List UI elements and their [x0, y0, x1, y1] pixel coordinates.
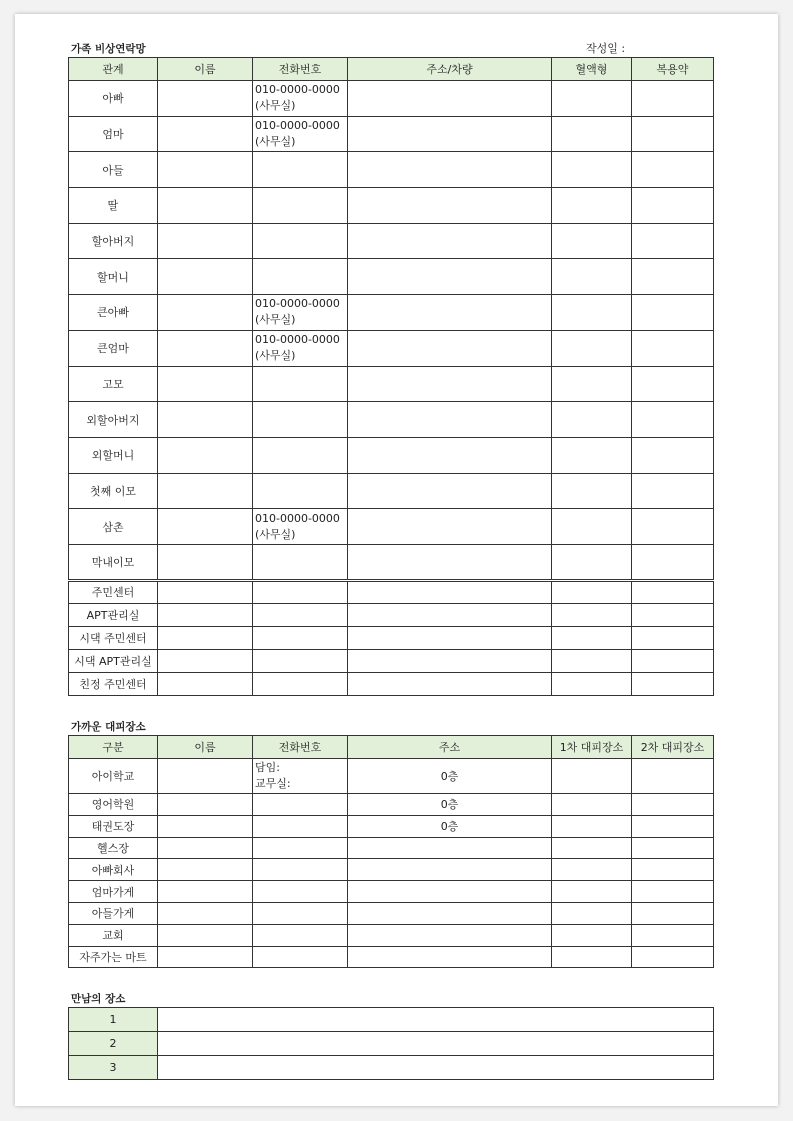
medication-cell[interactable]	[632, 152, 714, 188]
name-cell[interactable]	[158, 794, 253, 816]
office-label-cell: 시댁 APT관리실	[69, 649, 158, 672]
address-cell[interactable]: 0층	[348, 759, 552, 794]
header-phone: 전화번호	[253, 736, 348, 759]
name-cell[interactable]	[158, 544, 253, 580]
table-row	[69, 437, 714, 473]
table-row	[69, 402, 714, 438]
relation-cell: 외할머니	[69, 437, 158, 473]
meeting-number-cell: 1	[69, 1008, 158, 1032]
name-cell[interactable]	[158, 815, 253, 837]
blank-cell[interactable]	[552, 626, 632, 649]
phone-cell[interactable]	[253, 794, 348, 816]
table-row	[69, 509, 714, 545]
relation-cell: 외할아버지	[69, 402, 158, 438]
name-cell[interactable]	[158, 881, 253, 903]
header-address-vehicle: 주소/차량	[348, 58, 552, 81]
phone-line: 010-0000-0000	[255, 83, 340, 97]
name-cell[interactable]	[158, 859, 253, 881]
first-shelter-cell[interactable]	[552, 881, 632, 903]
relation-cell: 첫째 이모	[69, 473, 158, 509]
header-address: 주소	[348, 736, 552, 759]
blank-cell[interactable]	[348, 672, 552, 695]
relation-cell: 딸	[69, 188, 158, 224]
name-cell[interactable]	[158, 837, 253, 859]
family-contact-table	[68, 57, 714, 696]
family-contact-title: 가족 비상연락망	[71, 43, 146, 55]
second-shelter-cell[interactable]	[632, 881, 714, 903]
phone-note: 교무실:	[255, 777, 291, 790]
table-row	[69, 815, 714, 837]
address-cell[interactable]	[348, 366, 552, 402]
table-row	[69, 223, 714, 259]
relation-cell: 할아버지	[69, 223, 158, 259]
category-cell: 아들가게	[69, 902, 158, 924]
blood-type-cell[interactable]	[552, 259, 632, 295]
phone-cell[interactable]	[253, 330, 348, 366]
blank-cell[interactable]	[158, 626, 253, 649]
second-shelter-cell[interactable]	[632, 759, 714, 794]
header-name: 이름	[158, 736, 253, 759]
name-cell[interactable]	[158, 81, 253, 117]
medication-cell[interactable]	[632, 116, 714, 152]
category-cell: 영어학원	[69, 794, 158, 816]
address-cell[interactable]	[348, 81, 552, 117]
name-cell[interactable]	[158, 946, 253, 968]
first-shelter-cell[interactable]	[552, 924, 632, 946]
table-row	[69, 626, 714, 649]
phone-note: (사무실)	[255, 135, 296, 149]
phone-cell[interactable]	[253, 188, 348, 224]
phone-cell[interactable]	[253, 946, 348, 968]
blood-type-cell[interactable]	[552, 223, 632, 259]
blank-cell[interactable]	[158, 580, 253, 603]
category-cell: 자주가는 마트	[69, 946, 158, 968]
header-second-shelter: 2차 대피장소	[632, 736, 714, 759]
medication-cell[interactable]	[632, 366, 714, 402]
address-cell[interactable]	[348, 259, 552, 295]
category-cell: 엄마가게	[69, 881, 158, 903]
blank-cell[interactable]	[158, 603, 253, 626]
table-row	[69, 902, 714, 924]
blank-cell[interactable]	[552, 603, 632, 626]
phone-cell[interactable]	[253, 837, 348, 859]
second-shelter-cell[interactable]	[632, 815, 714, 837]
blood-type-cell[interactable]	[552, 81, 632, 117]
medication-cell[interactable]	[632, 223, 714, 259]
blood-type-cell[interactable]	[552, 544, 632, 580]
category-cell: 헬스장	[69, 837, 158, 859]
relation-cell: 고모	[69, 366, 158, 402]
phone-note: (사무실)	[255, 313, 296, 327]
address-cell[interactable]	[348, 152, 552, 188]
name-cell[interactable]	[158, 437, 253, 473]
blood-type-cell[interactable]	[552, 437, 632, 473]
relation-cell: 할머니	[69, 259, 158, 295]
phone-line: 010-0000-0000	[255, 119, 340, 133]
address-cell[interactable]	[348, 902, 552, 924]
medication-cell[interactable]	[632, 544, 714, 580]
blank-cell[interactable]	[158, 672, 253, 695]
blank-cell[interactable]	[552, 580, 632, 603]
address-cell[interactable]	[348, 924, 552, 946]
table-row	[69, 473, 714, 509]
medication-cell[interactable]	[632, 188, 714, 224]
name-cell[interactable]	[158, 402, 253, 438]
address-cell[interactable]	[348, 544, 552, 580]
phone-cell[interactable]	[253, 902, 348, 924]
address-cell[interactable]	[348, 116, 552, 152]
table-row	[69, 259, 714, 295]
address-cell[interactable]: 0층	[348, 794, 552, 816]
table-row	[69, 152, 714, 188]
blood-type-cell[interactable]	[552, 295, 632, 331]
blank-cell[interactable]	[348, 649, 552, 672]
second-shelter-cell[interactable]	[632, 924, 714, 946]
first-shelter-cell[interactable]	[552, 859, 632, 881]
header-name: 이름	[158, 58, 253, 81]
phone-line: 담임:	[255, 761, 280, 774]
blank-cell[interactable]	[632, 580, 714, 603]
phone-cell[interactable]	[253, 295, 348, 331]
second-shelter-cell[interactable]	[632, 946, 714, 968]
address-cell[interactable]	[348, 330, 552, 366]
blank-cell[interactable]	[253, 649, 348, 672]
address-cell[interactable]	[348, 859, 552, 881]
phone-line: 010-0000-0000	[255, 333, 340, 347]
family-header-row	[69, 58, 714, 81]
first-shelter-cell[interactable]	[552, 794, 632, 816]
phone-cell[interactable]	[253, 881, 348, 903]
phone-note: (사무실)	[255, 527, 296, 541]
name-cell[interactable]	[158, 330, 253, 366]
blank-cell[interactable]	[348, 580, 552, 603]
blank-cell[interactable]	[253, 580, 348, 603]
office-label-cell: 주민센터	[69, 580, 158, 603]
category-cell: 태권도장	[69, 815, 158, 837]
blood-type-cell[interactable]	[552, 366, 632, 402]
blank-cell[interactable]	[632, 603, 714, 626]
name-cell[interactable]	[158, 295, 253, 331]
phone-note: (사무실)	[255, 99, 296, 113]
meeting-place-cell[interactable]	[158, 1056, 714, 1080]
blank-cell[interactable]	[348, 626, 552, 649]
name-cell[interactable]	[158, 259, 253, 295]
phone-cell[interactable]	[253, 152, 348, 188]
table-row	[69, 81, 714, 117]
header-first-shelter: 1차 대피장소	[552, 736, 632, 759]
phone-cell[interactable]	[253, 815, 348, 837]
office-label-cell: 친정 주민센터	[69, 672, 158, 695]
address-cell[interactable]	[348, 473, 552, 509]
medication-cell[interactable]	[632, 402, 714, 438]
relation-cell: 큰엄마	[69, 330, 158, 366]
name-cell[interactable]	[158, 759, 253, 794]
table-row	[69, 649, 714, 672]
name-cell[interactable]	[158, 902, 253, 924]
header-phone: 전화번호	[253, 58, 348, 81]
second-shelter-cell[interactable]	[632, 837, 714, 859]
meeting-place-table	[68, 1007, 714, 1080]
blank-cell[interactable]	[253, 603, 348, 626]
table-row	[69, 295, 714, 331]
blood-type-cell[interactable]	[552, 509, 632, 545]
table-row	[69, 1056, 714, 1080]
meeting-place-cell[interactable]	[158, 1008, 714, 1032]
phone-note: (사무실)	[255, 349, 296, 363]
table-row	[69, 672, 714, 695]
meeting-place-cell[interactable]	[158, 1032, 714, 1056]
address-cell[interactable]	[348, 946, 552, 968]
first-shelter-cell[interactable]	[552, 946, 632, 968]
address-cell[interactable]	[348, 881, 552, 903]
phone-cell[interactable]	[253, 366, 348, 402]
table-row	[69, 859, 714, 881]
name-cell[interactable]	[158, 473, 253, 509]
phone-cell[interactable]	[253, 437, 348, 473]
blank-cell[interactable]	[632, 626, 714, 649]
second-shelter-cell[interactable]	[632, 902, 714, 924]
phone-cell[interactable]	[253, 473, 348, 509]
address-cell[interactable]	[348, 509, 552, 545]
shelter-header-row	[69, 736, 714, 759]
table-row	[69, 330, 714, 366]
meeting-place-title: 만남의 장소	[71, 993, 126, 1005]
phone-cell[interactable]	[253, 81, 348, 117]
blank-cell[interactable]	[253, 626, 348, 649]
blood-type-cell[interactable]	[552, 152, 632, 188]
name-cell[interactable]	[158, 509, 253, 545]
relation-cell: 아빠	[69, 81, 158, 117]
phone-cell[interactable]	[253, 509, 348, 545]
medication-cell[interactable]	[632, 509, 714, 545]
first-shelter-cell[interactable]	[552, 815, 632, 837]
relation-cell: 아들	[69, 152, 158, 188]
relation-cell: 엄마	[69, 116, 158, 152]
address-cell[interactable]	[348, 188, 552, 224]
table-row	[69, 1008, 714, 1032]
table-row	[69, 116, 714, 152]
meeting-number-cell: 2	[69, 1032, 158, 1056]
blank-cell[interactable]	[632, 672, 714, 695]
table-row	[69, 188, 714, 224]
medication-cell[interactable]	[632, 259, 714, 295]
category-cell: 교회	[69, 924, 158, 946]
table-row	[69, 544, 714, 580]
blank-cell[interactable]	[552, 672, 632, 695]
name-cell[interactable]	[158, 152, 253, 188]
shelter-title: 가까운 대피장소	[71, 721, 146, 733]
phone-cell[interactable]	[253, 759, 348, 794]
phone-cell[interactable]	[253, 259, 348, 295]
category-cell: 아빠회사	[69, 859, 158, 881]
first-shelter-cell[interactable]	[552, 759, 632, 794]
relation-cell: 삼촌	[69, 509, 158, 545]
blank-cell[interactable]	[552, 649, 632, 672]
address-cell[interactable]	[348, 837, 552, 859]
table-row	[69, 759, 714, 794]
blood-type-cell[interactable]	[552, 473, 632, 509]
phone-line: 010-0000-0000	[255, 511, 340, 525]
header-relation: 관계	[69, 58, 158, 81]
blank-cell[interactable]	[348, 603, 552, 626]
address-cell[interactable]	[348, 437, 552, 473]
name-cell[interactable]	[158, 223, 253, 259]
shelter-table	[68, 735, 714, 968]
blood-type-cell[interactable]	[552, 330, 632, 366]
header-blood-type: 혈액형	[552, 58, 632, 81]
address-cell[interactable]: 0층	[348, 815, 552, 837]
second-shelter-cell[interactable]	[632, 794, 714, 816]
category-cell: 아이학교	[69, 759, 158, 794]
phone-cell[interactable]	[253, 544, 348, 580]
table-row	[69, 794, 714, 816]
relation-cell: 막내이모	[69, 544, 158, 580]
table-row	[69, 881, 714, 903]
name-cell[interactable]	[158, 188, 253, 224]
phone-cell[interactable]	[253, 924, 348, 946]
table-row	[69, 924, 714, 946]
date-label: 작성일 :	[586, 42, 626, 55]
header-category: 구분	[69, 736, 158, 759]
blank-cell[interactable]	[253, 672, 348, 695]
table-row	[69, 603, 714, 626]
second-shelter-cell[interactable]	[632, 859, 714, 881]
table-row	[69, 1032, 714, 1056]
office-label-cell: 시댁 주민센터	[69, 626, 158, 649]
first-shelter-cell[interactable]	[552, 837, 632, 859]
header-medication: 복용약	[632, 58, 714, 81]
blank-cell[interactable]	[632, 649, 714, 672]
address-cell[interactable]	[348, 223, 552, 259]
blood-type-cell[interactable]	[552, 188, 632, 224]
first-shelter-cell[interactable]	[552, 902, 632, 924]
address-cell[interactable]	[348, 295, 552, 331]
name-cell[interactable]	[158, 116, 253, 152]
meeting-number-cell: 3	[69, 1056, 158, 1080]
medication-cell[interactable]	[632, 330, 714, 366]
phone-cell[interactable]	[253, 116, 348, 152]
phone-cell[interactable]	[253, 223, 348, 259]
relation-cell: 큰아빠	[69, 295, 158, 331]
table-row	[69, 366, 714, 402]
medication-cell[interactable]	[632, 473, 714, 509]
phone-line: 010-0000-0000	[255, 297, 340, 311]
name-cell[interactable]	[158, 924, 253, 946]
phone-cell[interactable]	[253, 859, 348, 881]
medication-cell[interactable]	[632, 437, 714, 473]
blood-type-cell[interactable]	[552, 402, 632, 438]
address-cell[interactable]	[348, 402, 552, 438]
table-row	[69, 580, 714, 603]
blood-type-cell[interactable]	[552, 116, 632, 152]
table-row	[69, 837, 714, 859]
medication-cell[interactable]	[632, 295, 714, 331]
blank-cell[interactable]	[158, 649, 253, 672]
office-label-cell: APT관리실	[69, 603, 158, 626]
medication-cell[interactable]	[632, 81, 714, 117]
phone-cell[interactable]	[253, 402, 348, 438]
table-row	[69, 946, 714, 968]
name-cell[interactable]	[158, 366, 253, 402]
